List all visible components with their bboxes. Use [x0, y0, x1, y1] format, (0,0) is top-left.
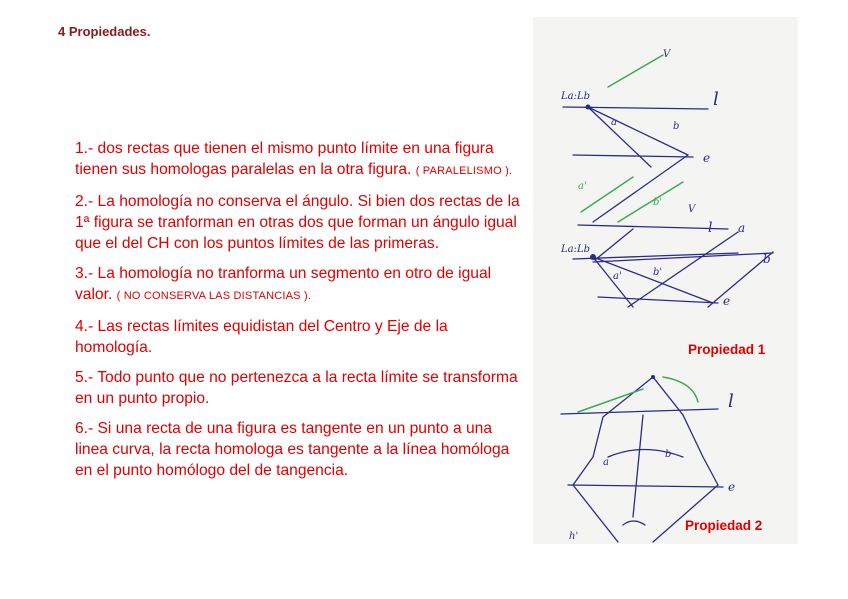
property-item-4 [75, 316, 525, 358]
label-b-2: b [763, 252, 771, 266]
axis-line-e-3 [568, 485, 723, 487]
property-note: ( PARALELISMO ). [415, 165, 513, 177]
property-text: 5.- Todo punto que no pertenezca a la recta límite se transforma en un punto propio. [75, 369, 518, 407]
property-item-2 [75, 191, 525, 254]
label-a-2: a [738, 221, 746, 235]
sketch-drawing [533, 17, 798, 544]
propiedad-2-label: Propiedad 2 [685, 518, 763, 533]
label-b-prime: b' [653, 197, 663, 208]
center-line [633, 415, 643, 517]
label-e-3: e [728, 480, 736, 494]
hand-sketch [533, 17, 798, 544]
label-a-prime: a' [578, 181, 587, 192]
label-b-prime-2: b' [653, 267, 663, 278]
line-to-v [595, 229, 633, 260]
line-a [588, 107, 651, 167]
green-b-prime [618, 182, 683, 222]
property-item-6 [75, 418, 525, 481]
label-a-prime-2: a' [613, 271, 622, 282]
label-a-3: a [603, 457, 609, 468]
green-a-prime [581, 177, 633, 212]
property-text: 2.- La homología no conserva el ángulo. Si bien dos rectas de la 1ª figura se tranforman en otras dos que forman un ángulo igual que el del CH con los puntos límites de las primeras. [75, 193, 520, 252]
limit-line-l [563, 107, 708, 109]
property-note: ( NO CONSERVA LAS DISTANCIAS ). [116, 290, 312, 302]
label-b-3: b [665, 449, 672, 460]
limit-line-l-2 [578, 225, 728, 229]
label-l-3: l [728, 391, 734, 412]
label-b: b [673, 121, 680, 132]
label-a: a [611, 117, 617, 128]
bottom-left [573, 485, 618, 542]
label-l: l [713, 89, 719, 110]
propiedad-1-label: Propiedad 1 [688, 342, 766, 357]
property-text: 4.- Las rectas límites equidistan del Centro y Eje de la homología. [75, 318, 448, 356]
green-arc [663, 377, 698, 402]
label-e: e [703, 151, 711, 165]
section-title: 4 Propiedades. [58, 24, 151, 39]
green-line-top [608, 55, 663, 87]
label-v-2: V [688, 204, 696, 215]
label-h-prime: h' [569, 531, 579, 542]
label-la-lb: La:Lb [561, 91, 591, 102]
property-text: 3.- La homología no tranforma un segmento en otro de igual valor. [75, 265, 492, 303]
property-text: 6.- Si una recta de una figura es tangente en un punto a una linea curva, la recta homologa es tangente a la línea homóloga en el punto homólogo del de tangencia. [75, 420, 510, 479]
label-l-2: l [708, 220, 713, 236]
curve-a [608, 450, 683, 458]
axis-line-e [573, 155, 693, 157]
property-item-1 [75, 138, 525, 182]
bottom-right [653, 485, 718, 542]
label-e-2: e [723, 294, 731, 308]
label-la-lb-2: La:Lb [561, 244, 591, 255]
property-item-3 [75, 263, 525, 307]
property-item-5 [75, 367, 525, 409]
cone-right [653, 377, 718, 485]
label-v: V [663, 49, 671, 60]
properties-list [75, 138, 525, 490]
points [586, 105, 656, 380]
bottom-arc [623, 521, 645, 525]
property-text: 1.- dos rectas que tienen el mismo punto límite en una figura tienen sus homologas paralelas en la otra figura. [75, 140, 494, 178]
green-line-fig2 [578, 389, 643, 412]
